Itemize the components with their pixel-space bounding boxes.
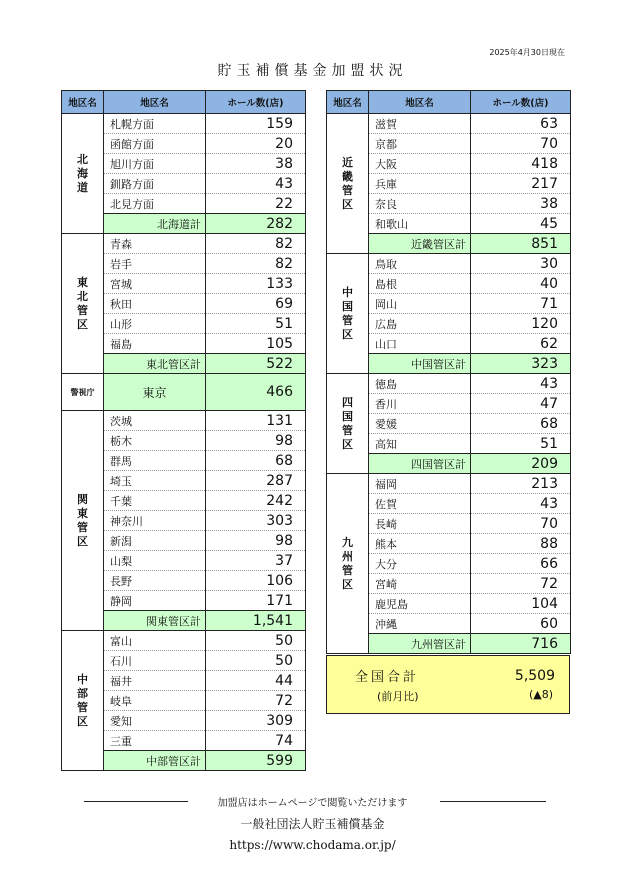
total-sub-value: (▲8) [528,688,553,701]
pref-name: 鳥取 [369,254,471,274]
hall-count: 38 [206,154,306,174]
pref-name: 宮城 [104,274,206,294]
hall-count: 69 [206,294,306,314]
pref-name: 石川 [104,651,206,671]
hall-count: 38 [471,194,571,214]
pref-name: 福井 [104,671,206,691]
table-row [327,254,571,274]
subtotal-value: 599 [206,751,306,771]
hall-count: 60 [471,614,571,634]
subtotal-label: 中部管区計 [104,751,206,771]
hall-count: 70 [471,134,571,154]
hall-count: 131 [206,411,306,431]
table-row [327,474,571,494]
national-total-box [326,655,570,714]
pref-name: 福島 [104,334,206,354]
pref-name: 岩手 [104,254,206,274]
subtotal-label: 東北管区計 [104,354,206,374]
pref-name: 沖縄 [369,614,471,634]
header-pref: 地区名 [104,91,206,114]
region-label: 関東管区 [62,411,104,631]
header-count: ホール数(店) [206,91,306,114]
pref-name: 札幌方面 [104,114,206,134]
pref-name: 釧路方面 [104,174,206,194]
table-row [62,631,306,651]
region-label: 近畿管区 [327,114,369,254]
table-row [62,114,306,134]
table-row [62,411,306,431]
pref-name: 北見方面 [104,194,206,214]
hall-count: 213 [471,474,571,494]
pref-name: 島根 [369,274,471,294]
hall-count: 43 [471,374,571,394]
region-label: 中国管区 [327,254,369,374]
subtotal-value: 209 [471,454,571,474]
hall-count: 43 [471,494,571,514]
subtotal-label: 四国管区計 [369,454,471,474]
hall-count: 120 [471,314,571,334]
pref-name: 岐阜 [104,691,206,711]
total-value: 5,509 [514,668,555,684]
pref-name: 香川 [369,394,471,414]
hall-count: 82 [206,234,306,254]
subtotal-value: 282 [206,214,306,234]
hall-count: 466 [206,374,306,411]
hall-count: 98 [206,431,306,451]
subtotal-label: 近畿管区計 [369,234,471,254]
pref-name: 千葉 [104,491,206,511]
pref-name: 大分 [369,554,471,574]
total-label: 全国合計 [355,670,420,685]
header-region: 地区名 [327,91,369,114]
hall-count: 309 [206,711,306,731]
pref-name: 兵庫 [369,174,471,194]
hall-count: 45 [471,214,571,234]
pref-name: 静岡 [104,591,206,611]
hall-count: 71 [471,294,571,314]
region-label: 九州管区 [327,474,369,654]
pref-name: 山形 [104,314,206,334]
subtotal-label: 九州管区計 [369,634,471,654]
pref-name: 宮崎 [369,574,471,594]
pref-name: 鹿児島 [369,594,471,614]
pref-name: 山梨 [104,551,206,571]
left-table [61,90,306,771]
header-count: ホール数(店) [471,91,571,114]
hall-count: 171 [206,591,306,611]
subtotal-label: 北海道計 [104,214,206,234]
pref-name: 熊本 [369,534,471,554]
hall-count: 22 [206,194,306,214]
hall-count: 66 [471,554,571,574]
hall-count: 47 [471,394,571,414]
pref-name: 栃木 [104,431,206,451]
subtotal-value: 851 [471,234,571,254]
pref-name: 埼玉 [104,471,206,491]
header-pref: 地区名 [369,91,471,114]
pref-name: 山口 [369,334,471,354]
hall-count: 72 [206,691,306,711]
subtotal-label: 中国管区計 [369,354,471,374]
pref-name: 京都 [369,134,471,154]
hall-count: 20 [206,134,306,154]
pref-name: 愛媛 [369,414,471,434]
hall-count: 62 [471,334,571,354]
region-label: 警視庁 [62,374,104,411]
pref-name: 滋賀 [369,114,471,134]
table-row [62,374,306,411]
pref-name: 三重 [104,731,206,751]
hall-count: 303 [206,511,306,531]
pref-name: 旭川方面 [104,154,206,174]
hall-count: 51 [206,314,306,334]
subtotal-value: 522 [206,354,306,374]
hall-count: 133 [206,274,306,294]
hall-count: 106 [206,571,306,591]
hall-count: 105 [206,334,306,354]
pref-name: 長崎 [369,514,471,534]
subtotal-value: 716 [471,634,571,654]
subtotal-value: 1,541 [206,611,306,631]
pref-name: 和歌山 [369,214,471,234]
hall-count: 217 [471,174,571,194]
pref-name: 高知 [369,434,471,454]
pref-name: 新潟 [104,531,206,551]
pref-name: 富山 [104,631,206,651]
pref-name: 愛知 [104,711,206,731]
hall-count: 44 [206,671,306,691]
pref-name: 群馬 [104,451,206,471]
hall-count: 68 [471,414,571,434]
hall-count: 50 [206,651,306,671]
pref-name: 青森 [104,234,206,254]
pref-name: 秋田 [104,294,206,314]
pref-name: 茨城 [104,411,206,431]
hall-count: 104 [471,594,571,614]
pref-name: 函館方面 [104,134,206,154]
hall-count: 72 [471,574,571,594]
hall-count: 30 [471,254,571,274]
hall-count: 418 [471,154,571,174]
hall-count: 88 [471,534,571,554]
page-title: 貯玉補償基金加盟状況 [217,63,408,79]
region-label: 北海道 [62,114,104,234]
region-label: 東北管区 [62,234,104,374]
hall-count: 37 [206,551,306,571]
region-label: 四国管区 [327,374,369,474]
as-of-date: 2025年4月30日現在 [489,48,565,57]
footer-org: 一般社団法人貯玉補償基金 [240,817,385,831]
hall-count: 98 [206,531,306,551]
table-row [327,114,571,134]
hall-count: 74 [206,731,306,751]
pref-name: 佐賀 [369,494,471,514]
hall-count: 82 [206,254,306,274]
hall-count: 63 [471,114,571,134]
region-label: 中部管区 [62,631,104,771]
hall-count: 43 [206,174,306,194]
subtotal-label: 関東管区計 [104,611,206,631]
footer-note: 加盟店はホームページで閲覧いただけます [217,798,408,809]
pref-name: 広島 [369,314,471,334]
pref-name: 大阪 [369,154,471,174]
hall-count: 40 [471,274,571,294]
hall-count: 50 [206,631,306,651]
hall-count: 70 [471,514,571,534]
table-row [327,374,571,394]
pref-name: 東京 [104,374,206,411]
footer-url[interactable]: https://www.chodama.or.jp/ [229,838,396,852]
pref-name: 福岡 [369,474,471,494]
right-table [326,90,571,654]
hall-count: 242 [206,491,306,511]
pref-name: 岡山 [369,294,471,314]
pref-name: 奈良 [369,194,471,214]
pref-name: 長野 [104,571,206,591]
hall-count: 51 [471,434,571,454]
hall-count: 159 [206,114,306,134]
pref-name: 徳島 [369,374,471,394]
hall-count: 287 [206,471,306,491]
subtotal-value: 323 [471,354,571,374]
table-row [62,234,306,254]
total-sub-label: (前月比) [377,690,419,703]
pref-name: 神奈川 [104,511,206,531]
header-region: 地区名 [62,91,104,114]
hall-count: 68 [206,451,306,471]
